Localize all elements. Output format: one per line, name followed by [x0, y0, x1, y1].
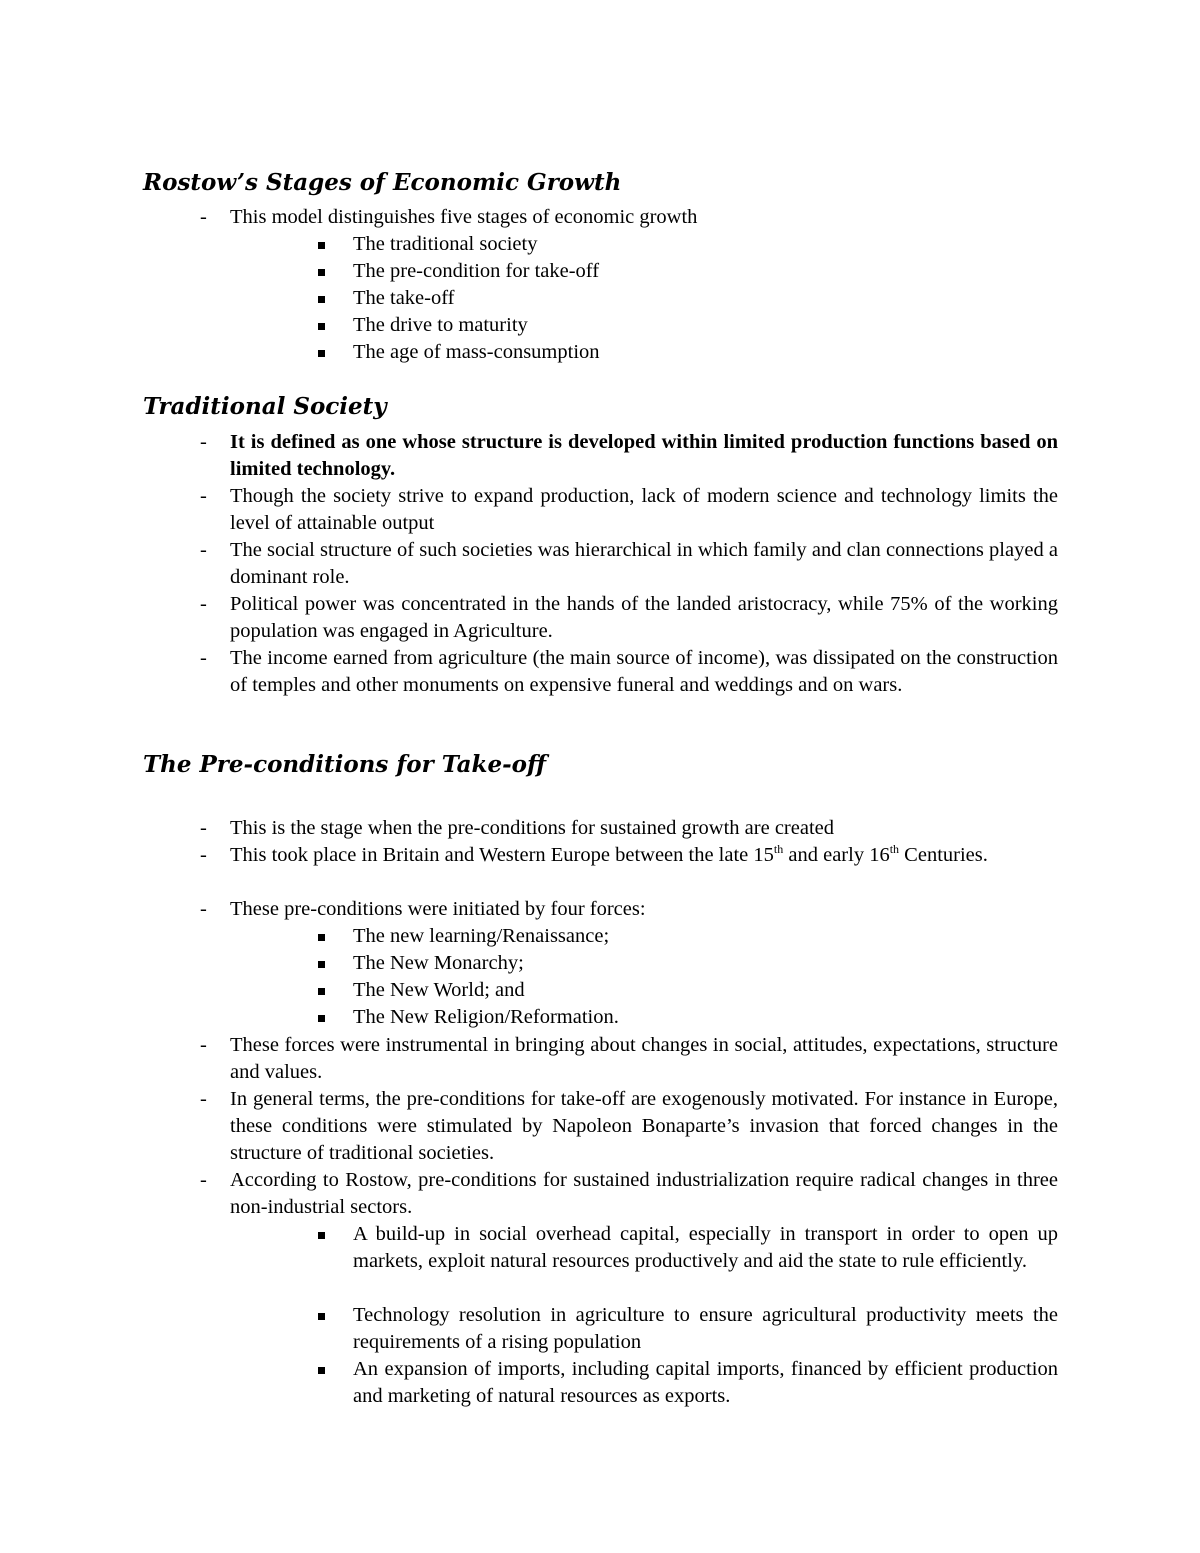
section-heading: Rostow’s Stages of Economic Growth [143, 169, 622, 196]
square-bullet-icon [318, 1367, 325, 1374]
subpoint-text: The drive to maturity [353, 314, 528, 336]
dash-bullet: - [200, 817, 207, 839]
square-bullet-icon [318, 269, 325, 276]
dash-bullet: - [200, 485, 207, 507]
square-bullet-icon [318, 296, 325, 303]
point-text: These pre-conditions were initiated by four forces: [230, 898, 646, 920]
square-bullet-icon [318, 961, 325, 968]
dash-bullet: - [200, 844, 207, 866]
dash-bullet: - [200, 206, 207, 228]
square-bullet-icon [318, 988, 325, 995]
subpoint-text: The traditional society [353, 233, 538, 255]
point-text: This model distinguishes five stages of economic growth [230, 206, 698, 228]
square-bullet-icon [318, 1232, 325, 1239]
point-text: In general terms, the pre-conditions for take-off are exogenously motivated. For instance in Europe, these conditions were stimulated by Napoleon Bonaparte’s invasion that forced changes in the structure of traditional societies. [230, 1088, 1058, 1164]
point-text: These forces were instrumental in bringing about changes in social, attitudes, expectations, structure and values. [230, 1034, 1058, 1083]
subpoint-text: The new learning/Renaissance; [353, 925, 610, 947]
square-bullet-icon [318, 1015, 325, 1022]
point-text-part: Centuries. [899, 844, 988, 866]
subpoint-text: A build-up in social overhead capital, especially in transport in order to open up markets, exploit natural resources productively and aid the state to rule efficiently. [353, 1223, 1058, 1272]
point-text [230, 842, 1058, 869]
point-text: According to Rostow, pre-conditions for sustained industrialization require radical changes in three non-industrial sectors. [230, 1169, 1058, 1218]
square-bullet-icon [318, 323, 325, 330]
section-heading: The Pre-conditions for Take-off [143, 751, 546, 778]
subpoint-text: The pre-condition for take-off [353, 260, 600, 282]
subpoint-text: The New Religion/Reformation. [353, 1006, 619, 1028]
dash-bullet: - [200, 647, 207, 669]
dash-bullet: - [200, 1169, 207, 1191]
square-bullet-icon [318, 350, 325, 357]
subpoint-text: The New Monarchy; [353, 952, 524, 974]
superscript: th [773, 842, 784, 856]
square-bullet-icon [318, 934, 325, 941]
section-heading: Traditional Society [143, 393, 387, 420]
superscript: th [889, 842, 900, 856]
dash-bullet: - [200, 1034, 207, 1056]
point-text: It is defined as one whose structure is developed within limited production functions based on limited technology. [230, 431, 1058, 480]
subpoint-text: The age of mass-consumption [353, 341, 600, 363]
point-text: Political power was concentrated in the hands of the landed aristocracy, while 75% of the working population was engaged in Agriculture. [230, 593, 1058, 642]
dash-bullet: - [200, 898, 207, 920]
point-text: This is the stage when the pre-conditions for sustained growth are created [230, 817, 834, 839]
dash-bullet: - [200, 431, 207, 453]
square-bullet-icon [318, 1313, 325, 1320]
subpoint-text: The New World; and [353, 979, 525, 1001]
point-text: The income earned from agriculture (the main source of income), was dissipated on the construction of temples and other monuments on expensive funeral and weddings and on wars. [230, 647, 1058, 696]
point-text-part: This took place in Britain and Western Europe between the late 15 [230, 844, 774, 866]
dash-bullet: - [200, 593, 207, 615]
square-bullet-icon [318, 242, 325, 249]
subpoint-text: An expansion of imports, including capital imports, financed by efficient production and marketing of natural resources as exports. [353, 1358, 1058, 1407]
subpoint-text: Technology resolution in agriculture to ensure agricultural productivity meets the requirements of a rising population [353, 1304, 1058, 1353]
subpoint-text: The take-off [353, 287, 455, 309]
dash-bullet: - [200, 1088, 207, 1110]
point-text-part: and early 16 [783, 844, 890, 866]
point-text: Though the society strive to expand production, lack of modern science and technology limits the level of attainable output [230, 485, 1058, 534]
dash-bullet: - [200, 539, 207, 561]
point-text: The social structure of such societies was hierarchical in which family and clan connections played a dominant role. [230, 539, 1058, 588]
